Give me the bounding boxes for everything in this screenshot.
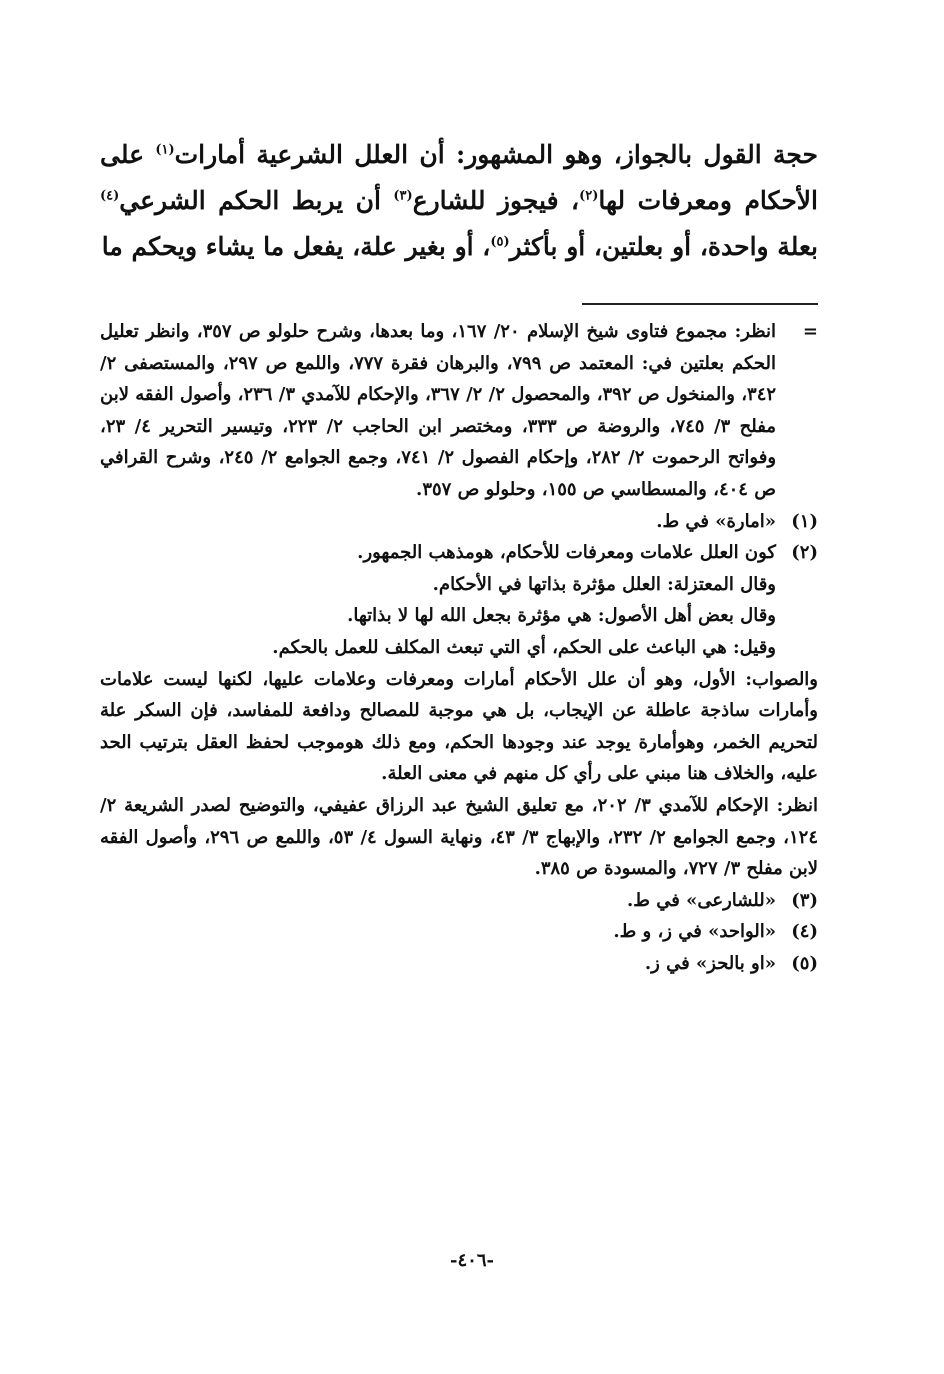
main-paragraph [100,132,818,270]
footnote-2 [100,537,818,663]
footnote-text: والصواب: الأول، وهو أن علل الأحكام أمارات ومعرفات وعلامات عليها، لكنها ليست علامات وأمارات ساذجة عاطلة عن الإيجاب، بل هي موجبة للمصالح ودافعة للمفاسد، فإن السكر علة لتحريم الخمر، وهوأمارة يوجد عند وجودها الحكم، ومع ذلك هوموجب لحفظ العقل بترتيب الحد عليه، والخلاف هنا مبني على رأي كل منهم في معنى العلة. [100,668,818,785]
footnote-text: «الواحد» في ز، و ط. [613,921,776,943]
footnote-text: «للشارعى» في ط. [627,889,776,911]
footnote-number: (٢) [791,542,818,564]
footnote-5 [100,948,818,980]
page-number: -٤٠٦- [450,1250,494,1271]
footnote-ref: (٥) [490,234,510,250]
footnote-text: وقيل: هي الباعث على الحكم، أي التي تبعث المكلف للعمل بالحكم. [272,636,776,658]
footnote-text: انظر: مجموع فتاوى شيخ الإسلام ٢٠/ ١٦٧، وما بعدها، وشرح حلولو ص ٣٥٧، وانظر تعليل الحكم بعلتين في: المعتمد ص ٧٩٩، والبرهان فقرة ٧٧٧، واللمع ص ٢٩٧، والمستصفى ٢/ ٣٤٢، والمنخول ص ٣٩٢، والمحصول ٢/ ٢/ ٣٦٧، والإحكام للآمدي ٣/ ٢٣٦، وأصول الفقه لابن مفلح ٣/ ٧٤٥، والروضة ص ٣٣٣، ومختصر ابن الحاجب ٢/ ٢٢٣، وتيسير التحرير ٤/ ٢٣، وفواتح الرحموت ٢/ ٢٨٢، وإحكام الفصول ٢/ ٧٤١، وجمع الجوامع ٢/ ٢٤٥، وشرح القرافي ص ٤٠٤، والمسطاسي ص ١٥٥، وحلولو ص ٣٥٧. [100,321,777,500]
footnote-number: (١) [791,510,818,532]
continuation-mark: = [802,321,818,342]
footnote-4 [100,916,818,948]
footnote-number: (٣) [791,889,818,911]
footnote-text: «امارة» في ط. [656,510,776,532]
footnote-text: وقال بعض أهل الأصول: هي مؤثرة بجعل الله لها لا بذاتها. [347,605,776,627]
footnotes [100,316,818,979]
footnote-ref: (٤) [100,188,120,204]
footnote-number: (٤) [791,921,818,943]
main-text-segment: بعلة واحدة، أو بعلتين، أو بأكثر [509,232,818,261]
footnote-3 [100,885,818,917]
footnote-text: «او بالحز» في ز. [644,952,776,974]
main-text-segment: على الأحكام ومعرفات لها [100,140,819,215]
footnote-text: كون العلل علامات ومعرفات للأحكام، هومذهب الجمهور. [357,542,776,564]
main-text-segment: ، أو بغير علة، يفعل ما يشاء ويحكم ما [101,232,491,261]
main-text [100,132,818,270]
main-text-segment: أن يربط الحكم الشرعي [119,186,394,215]
footnote-ref: (١) [155,142,175,158]
footnote-separator [582,303,818,305]
footnote-text: وقال المعتزلة: العلل مؤثرة بذاتها في الأحكام. [432,573,776,595]
main-text-segment: ، فيجوز للشارع [412,186,580,215]
footnote-1 [100,506,818,538]
footnote-number: (٥) [791,952,818,974]
footnote-text: انظر: الإحكام للآمدي ٣/ ٢٠٢، مع تعليق الشيخ عبد الرزاق عفيفي، والتوضيح لصدر الشريعة ٢/ ١٢٤، وجمع الجوامع ٢/ ٢٣٢، والإبهاج ٣/ ٤٣، ونهاية السول ٤/ ٥٣، واللمع ص ٢٩٦، وأصول الفقه لابن مفلح ٣/ ٧٢٧، والمسودة ص ٣٨٥. [100,794,819,880]
footnote-ref: (٢) [579,188,599,204]
footnote-continuation [100,316,818,506]
footnote-ref: (٣) [393,188,413,204]
main-text-segment: حجة القول بالجواز، وهو المشهور: أن العلل الشرعية أمارات [174,140,818,169]
